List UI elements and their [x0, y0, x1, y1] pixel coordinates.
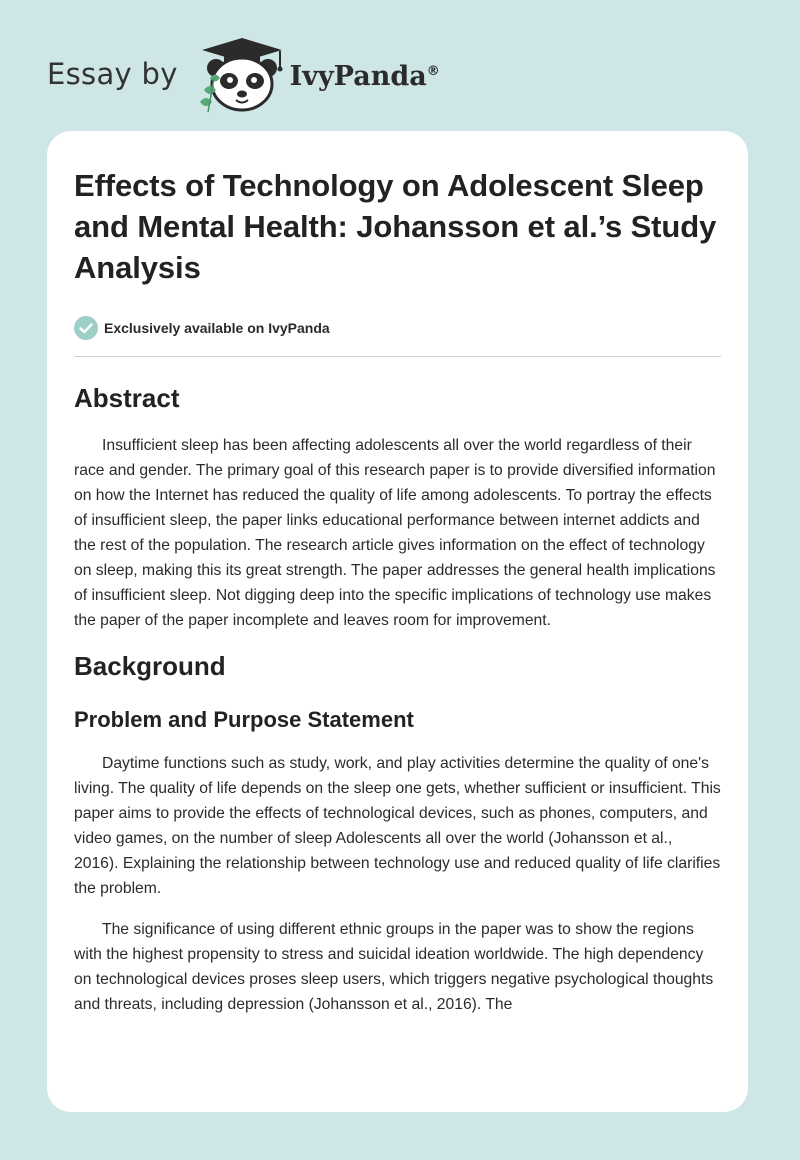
body-paragraph: Daytime functions such as study, work, and play activities determine the quality of one's living. The quality of life depends on the sleep one gets, whether sufficient or insufficient. This paper aims to provide the effects of technological devices, such as phones, computers, and video games, on the number of sleep Adolescents all over the world (Johansson et al., 2016). Explaining the relationship between technology use and reduced quality of life clarifies the problem. [74, 755, 721, 897]
brand-header[interactable] [47, 34, 440, 114]
body-paragraph: The significance of using different ethnic groups in the paper was to show the regions with the highest propensity to stress and suicidal ideation worldwide. The high dependency on technological devices proses sleep users, which triggers negative psychological thoughts and threats, including depression (Johansson et al., 2016). The [74, 921, 714, 1013]
abstract-section [74, 381, 721, 633]
exclusive-badge [74, 316, 721, 340]
title-divider [74, 356, 721, 357]
article-title: Effects of Technology on Adolescent Sleep and Mental Health: Johansson et al.’s Study Analysis [74, 168, 717, 285]
abstract-paragraph: Insufficient sleep has been affecting adolescents all over the world regardless of their race and gender. The primary goal of this research paper is to provide diversified information on how the Internet has reduced the quality of life among adolescents. To portray the effects of insufficient sleep, the paper links educational performance between internet addicts and the rest of the population. The research article gives information on the effect of technology on sleep, making this its great strength. The paper addresses the general health implications of insufficient sleep. Not digging deep into the specific implications of technology use makes the paper of the paper incomplete and leaves room for improvement. [74, 437, 716, 629]
background-heading: Background [74, 651, 226, 681]
exclusive-badge-label: Exclusively available on IvyPanda [104, 320, 330, 336]
article-card [47, 131, 748, 1112]
problem-purpose-subheading: Problem and Purpose Statement [74, 707, 414, 732]
abstract-heading: Abstract [74, 383, 180, 413]
brand-prefix: Essay by [47, 57, 178, 91]
check-circle-icon [74, 316, 98, 340]
background-section [74, 649, 721, 1017]
brand-name [290, 61, 440, 92]
brand-name-text: IvyPanda [289, 60, 427, 92]
registered-mark: ® [426, 63, 440, 79]
panda-graduate-logo-icon [196, 34, 288, 114]
